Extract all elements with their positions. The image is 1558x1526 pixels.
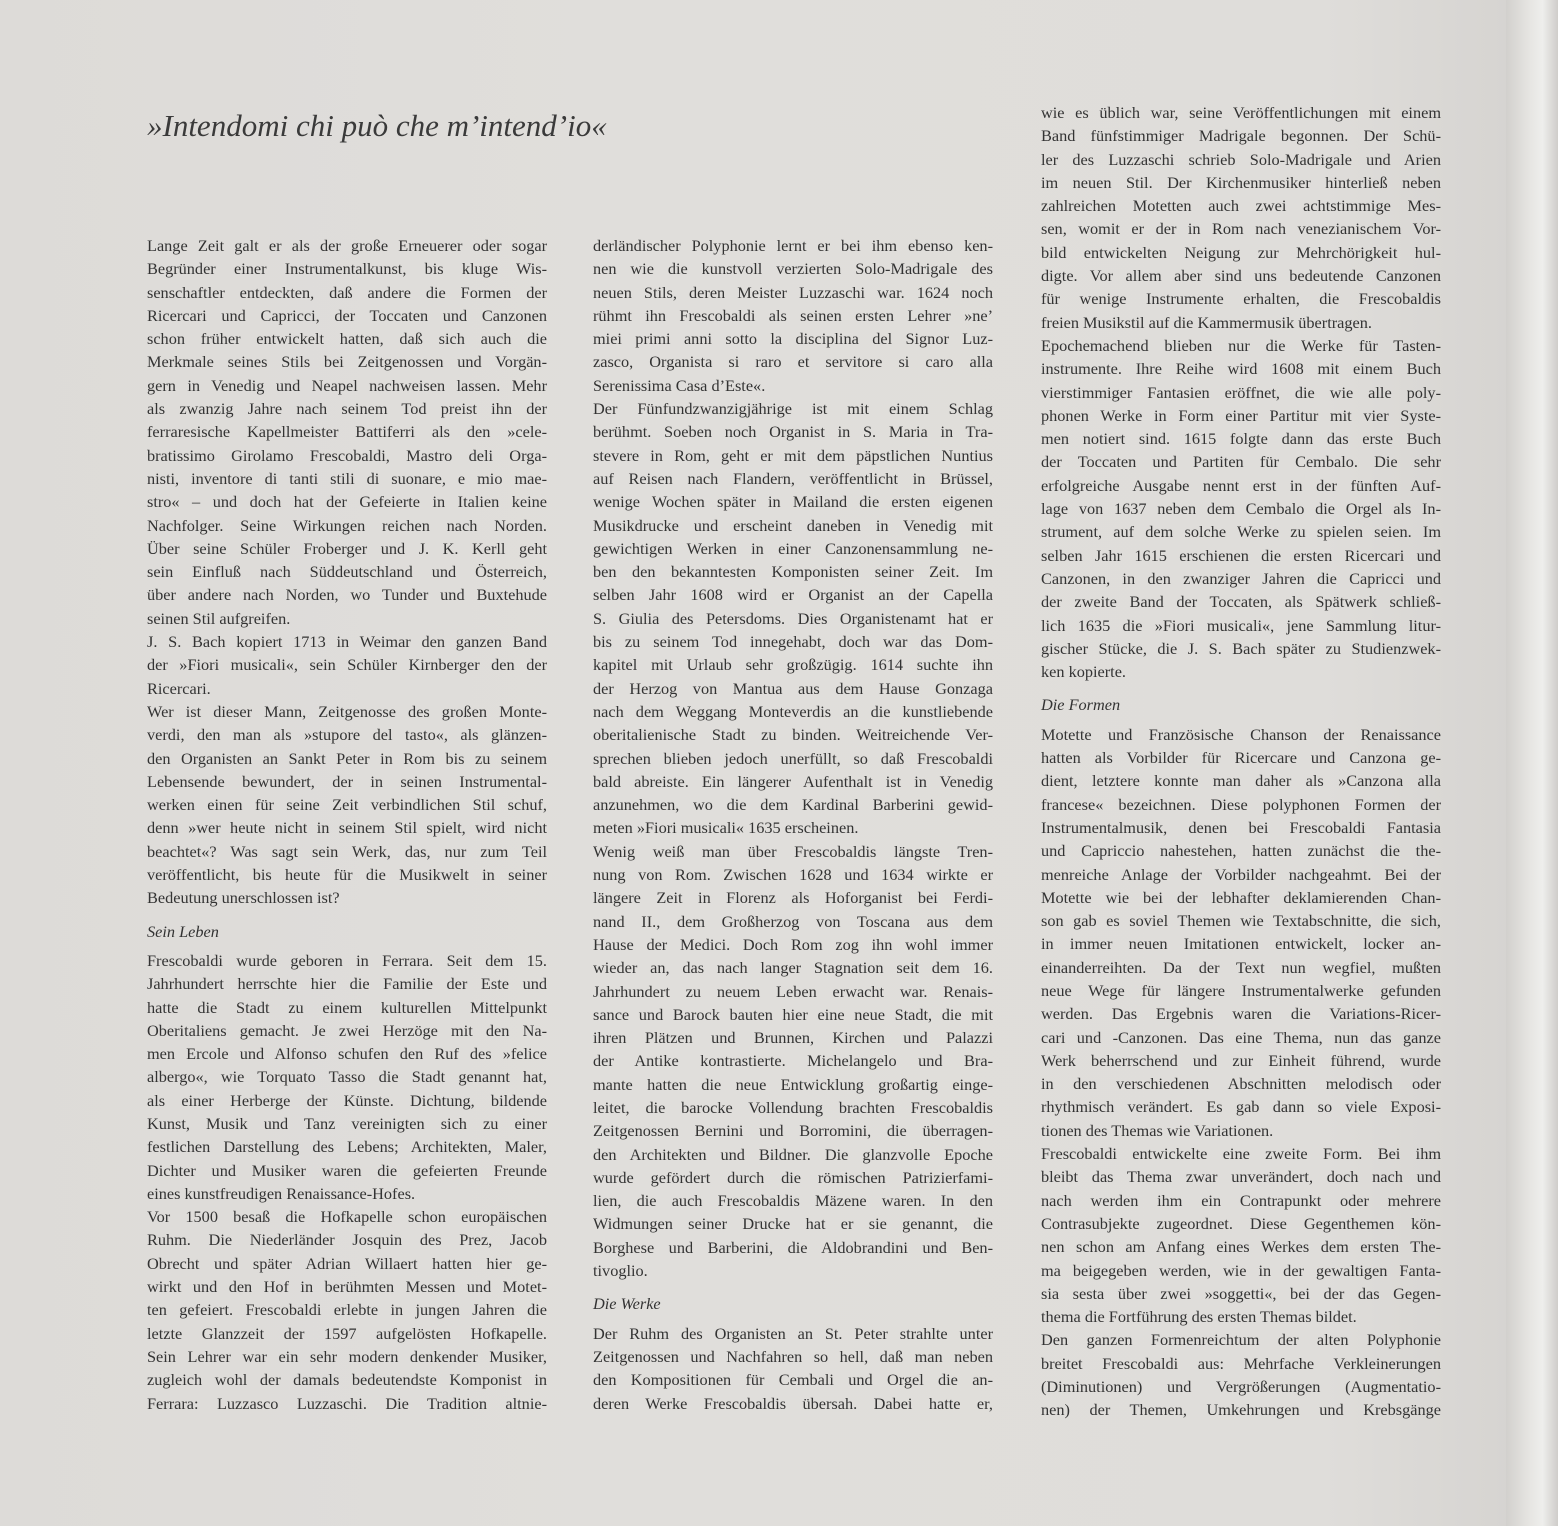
text-line: men Ercole und Alfonso schufen den Ruf des »felice	[147, 1044, 547, 1064]
text-line: Motette und Französische Chanson der Renaissance	[1041, 724, 1441, 744]
text-line: J. S. Bach kopiert 1713 in Weimar den ganzen Band	[147, 632, 547, 652]
text-line: festlichen Darstellung des Lebens; Architekten, Maler,	[147, 1137, 547, 1157]
text-line: bis zu seinem Tod innegehabt, doch war das Dom-	[593, 632, 993, 652]
text-line: stro« – und doch hat der Gefeierte in Italien keine	[147, 492, 547, 512]
text-line: letzte Glanzzeit der 1597 aufgelösten Hofkapelle.	[147, 1323, 547, 1343]
text-line: derländischer Polyphonie lernt er bei ihm ebenso ken-	[593, 236, 993, 255]
text-line: im neuen Stil. Der Kirchenmusiker hinterließ neben	[1041, 172, 1441, 192]
text-line: gewichtigen Werken in einer Canzonensammlung ne-	[593, 538, 993, 558]
paragraph	[147, 1205, 547, 1415]
paragraph	[147, 630, 547, 700]
text-line: der »Fiori musicali«, sein Schüler Kirnberger den der	[147, 655, 547, 675]
text-line: wenige Wochen später in Mailand die ersten eigenen	[593, 492, 993, 512]
text-line: Sein Lehrer war ein sehr modern denkender Musiker,	[147, 1346, 547, 1366]
text-line: Canzonen, in den zwanziger Jahren die Capricci und	[1041, 568, 1441, 588]
section-heading: Sein Leben	[147, 921, 219, 941]
text-line: Zeitgenossen Bernini und Borromini, die überragen-	[593, 1121, 993, 1141]
text-line: den Organisten an Sankt Peter in Rom bis zu seinem	[147, 748, 547, 768]
paragraph	[593, 840, 993, 1283]
text-line: veröffentlicht, bis heute für die Musikwelt in seiner	[147, 865, 547, 885]
paragraph	[593, 234, 993, 397]
text-line: Band fünfstimmiger Madrigale begonnen. Der Schü-	[1041, 126, 1441, 146]
text-line: Frescobaldi wurde geboren in Ferrara. Seit dem 15.	[147, 950, 547, 970]
text-line: instrumente. Ihre Reihe wird 1608 mit einem Buch	[1041, 359, 1441, 379]
text-line: Über seine Schüler Froberger und J. K. Kerll geht	[147, 538, 547, 558]
text-line: dient, letztere konnte man daher als »Canzona alla	[1041, 771, 1441, 791]
text-line: nung von Rom. Zwischen 1628 und 1634 wirkte er	[593, 865, 993, 885]
text-line: für wenige Instrumente erhalten, die Frescobaldis	[1041, 289, 1441, 309]
text-line: albergo«, wie Torquato Tasso die Stadt genannt hat,	[147, 1067, 547, 1087]
text-line: senschaftler entdeckten, daß andere die Formen der	[147, 282, 547, 302]
text-line: eines kunstfreudigen Renaissance-Hofes.	[147, 1183, 416, 1203]
page-edge	[1506, 0, 1558, 1526]
text-line: Instrumentalmusik, denen bei Frescobaldi Fantasia	[1041, 817, 1441, 837]
paragraph	[147, 949, 547, 1205]
text-line: Vor 1500 besaß die Hofkapelle schon europäischen	[147, 1207, 547, 1227]
text-line: digte. Vor allem aber sind uns bedeutende Canzonen	[1041, 266, 1441, 286]
text-line: der zweite Band der Toccaten, als Spätwerk schließ-	[1041, 592, 1441, 612]
text-line: Hause der Medici. Doch Rom zog ihn wohl immer	[593, 934, 993, 954]
text-line: ben den bekanntesten Komponisten seiner Zeit. Im	[593, 562, 993, 582]
text-line: Den ganzen Formenreichtum der alten Polyphonie	[1041, 1330, 1441, 1350]
text-line: sein Einfluß nach Süddeutschland und Österreich,	[147, 562, 547, 582]
text-line: Obrecht und später Adrian Willaert hatten hier ge-	[147, 1253, 547, 1273]
text-line: Kunst, Musik und Tanz vereinigten sich zu einer	[147, 1113, 547, 1133]
text-line: auf Reisen nach Flandern, veröffentlicht in Brüssel,	[593, 468, 993, 488]
text-line: rhythmisch verändert. Es gab dann so viele Exposi-	[1041, 1097, 1441, 1117]
text-line: und Capriccio nahestehen, hatten zunächst die the-	[1041, 841, 1441, 861]
text-line: Jahrhundert zu neuem Leben erwacht war. Renais-	[593, 981, 993, 1001]
text-column-1	[147, 234, 547, 1415]
text-line: denn »wer heute nicht in seinem Stil spielt, wird nicht	[147, 818, 547, 838]
text-line: Serenissima Casa d’Este«.	[593, 375, 766, 395]
text-line: Der Ruhm des Organisten an St. Peter strahlte unter	[593, 1323, 993, 1343]
text-line: als zwanzig Jahre nach seinem Tod preist ihn der	[147, 399, 547, 419]
text-line: schon früher entwickelt hatten, daß sich auch die	[147, 329, 547, 349]
text-line: oberitalienische Stadt zu binden. Weitreichende Ver-	[593, 725, 993, 745]
text-line: in immer neuen Imitationen entwickelt, locker an-	[1041, 934, 1441, 954]
text-line: miei primi anni sotto la disciplina del Signor Luz-	[593, 329, 993, 349]
text-line: über andere nach Norden, wo Tunder und Buxtehude	[147, 585, 547, 605]
text-line: Frescobaldi entwickelte eine zweite Form. Bei ihm	[1041, 1144, 1441, 1164]
text-line: als einer Herberge der Künste. Dichtung, bildende	[147, 1090, 547, 1110]
text-line: erfolgreiche Ausgabe nennt erst in der fünften Auf-	[1041, 475, 1441, 495]
section-heading: Die Werke	[593, 1294, 661, 1314]
paragraph	[1041, 101, 1441, 334]
text-line: selben Jahr 1608 wird er Organist an der Capella	[593, 585, 993, 605]
text-line: men notiert sind. 1615 folgte dann das erste Buch	[1041, 429, 1441, 449]
text-line: Contrasubjekte zugeordnet. Diese Gegenthemen kön-	[1041, 1213, 1441, 1233]
text-line: strument, auf dem solche Werke zu spielen seien. Im	[1041, 522, 1441, 542]
text-line: neuen Stils, deren Meister Luzzaschi war. 1624 noch	[593, 282, 993, 302]
text-line: Musikdrucke und erscheint daneben in Venedig mit	[593, 515, 993, 535]
text-line: nen schon am Anfang eines Werkes dem ersten The-	[1041, 1237, 1441, 1257]
text-line: Werk beherrschend und zur Einheit führend, wurde	[1041, 1050, 1441, 1070]
text-line: bleibt das Thema zwar unverändert, doch nach und	[1041, 1167, 1441, 1187]
text-line: deren Werke Frescobaldis übersah. Dabei hatte er,	[593, 1393, 993, 1413]
paragraph	[1041, 1328, 1441, 1421]
text-line: leitet, die barocke Vollendung brachten Frescobaldis	[593, 1097, 993, 1117]
text-line: zugleich wohl der damals bedeutendste Komponist in	[147, 1370, 547, 1390]
text-line: mante hatten die neue Entwicklung großartig einge-	[593, 1074, 993, 1094]
text-line: ler des Luzzaschi schrieb Solo-Madrigale und Arien	[1041, 149, 1441, 169]
text-line: Dichter und Musiker waren die gefeierten Freunde	[147, 1160, 547, 1180]
text-line: der Antike kontrastierte. Michelangelo und Bra-	[593, 1051, 993, 1071]
text-line: S. Giulia des Petersdoms. Dies Organistenamt hat er	[593, 608, 993, 628]
text-line: Nachfolger. Seine Wirkungen reichen nach Norden.	[147, 515, 547, 535]
text-line: lage von 1637 neben dem Cembalo die Orgel als In-	[1041, 499, 1441, 519]
text-column-2	[593, 234, 993, 1415]
text-line: Wenig weiß man über Frescobaldis längste Tren-	[593, 841, 993, 861]
text-line: anzunehmen, wo die dem Kardinal Barberini gewid-	[593, 795, 993, 815]
text-line: Borghese und Barberini, die Aldobrandini und Ben-	[593, 1237, 993, 1257]
section-heading: Die Formen	[1041, 695, 1121, 715]
text-line: francese« bezeichnen. Diese polyphonen Formen der	[1041, 794, 1441, 814]
text-line: selben Jahr 1615 erschienen die ersten Ricercari und	[1041, 545, 1441, 565]
text-line: Ricercari.	[147, 678, 211, 698]
text-line: ma beigegeben werden, wie in der gewaltigen Fanta-	[1041, 1260, 1441, 1280]
text-line: verdi, den man als »stupore del tasto«, als glänzen-	[147, 725, 547, 745]
text-line: hatte die Stadt zu einem kulturellen Mittelpunkt	[147, 997, 547, 1017]
text-line: wieder an, das nach langer Stagnation seit dem 16.	[593, 958, 993, 978]
text-line: thema die Fortführung des ersten Themas bildet.	[1041, 1307, 1357, 1327]
paragraph	[147, 234, 547, 630]
text-line: ferraresische Kapellmeister Battiferri als den »cele-	[147, 422, 547, 442]
text-line: Wer ist dieser Mann, Zeitgenosse des großen Monte-	[147, 701, 547, 721]
text-line: gischer Stücke, die J. S. Bach später zu Studienzwek-	[1041, 638, 1441, 658]
text-line: nand II., dem Großherzog von Toscana aus dem	[593, 911, 993, 931]
text-line: Lebensende bewundert, der in seinen Instrumental-	[147, 771, 547, 791]
text-line: kapitel mit Urlaub sehr großzügig. 1614 suchte ihn	[593, 655, 993, 675]
text-line: den Kompositionen für Cembali und Orgel die an-	[593, 1370, 993, 1390]
paragraph	[147, 700, 547, 910]
text-line: werden. Das Ergebnis waren die Variations-Ricer-	[1041, 1004, 1441, 1024]
text-line: vierstimmiger Fantasien eröffnet, die wie alle poly-	[1041, 382, 1441, 402]
text-line: (Diminutionen) und Vergrößerungen (Augmentatio-	[1041, 1377, 1441, 1397]
paragraph	[593, 397, 993, 840]
text-line: Bedeutung unerschlossen ist?	[147, 888, 340, 908]
text-line: Ricercari und Capricci, der Toccaten und Canzonen	[147, 305, 547, 325]
text-line: sen, womit er der in Rom nach venezianischem Vor-	[1041, 219, 1441, 239]
text-line: den Architekten und Bildner. Die glanzvolle Epoche	[593, 1144, 993, 1164]
paragraph	[1041, 1142, 1441, 1328]
text-line: wirkt und den Hof in berühmten Messen und Motet-	[147, 1277, 547, 1297]
text-line: einanderreihten. Da der Text nun wegfiel, mußten	[1041, 957, 1441, 977]
text-line: Begründer einer Instrumentalkunst, bis kluge Wis-	[147, 259, 547, 279]
text-line: tionen des Themas wie Variationen.	[1041, 1120, 1274, 1140]
text-line: in den verschiedenen Abschnitten melodisch oder	[1041, 1074, 1441, 1094]
text-line: nen) der Themen, Umkehrungen und Krebsgänge	[1041, 1400, 1441, 1420]
text-line: nen wie die kunstvoll verzierten Solo-Madrigale des	[593, 259, 993, 279]
text-line: bald abreiste. Ein längerer Aufenthalt ist in Venedig	[593, 771, 993, 791]
text-line: Zeitgenossen und Nachfahren so hell, daß man neben	[593, 1346, 993, 1366]
text-line: sprechen blieben jedoch unerfüllt, so daß Frescobaldi	[593, 748, 993, 768]
text-line: Oberitaliens gemacht. Je zwei Herzöge mit den Na-	[147, 1020, 547, 1040]
text-line: berühmt. Soeben noch Organist in S. Maria in Tra-	[593, 422, 993, 442]
text-line: gern in Venedig und Neapel nachweisen lassen. Mehr	[147, 375, 547, 395]
text-line: nach dem Weggang Monteverdis an die kunstliebende	[593, 701, 993, 721]
text-line: nisti, inventore di tanti stili di suonare, e mio mae-	[147, 468, 547, 488]
text-line: stevere in Rom, geht er mit dem päpstlichen Nuntius	[593, 445, 993, 465]
text-line: Lange Zeit galt er als der große Erneuerer oder sogar	[147, 236, 547, 255]
text-line: Jahrhundert herrschte hier die Familie der Este und	[147, 974, 547, 994]
paragraph	[1041, 723, 1441, 1142]
text-line: lich 1635 die »Fiori musicali«, jene Sammlung litur-	[1041, 615, 1441, 635]
text-line: Ruhm. Die Niederländer Josquin des Prez, Jacob	[147, 1230, 547, 1250]
text-line: Merkmale seines Stils bei Zeitgenossen und Vorgän-	[147, 352, 547, 372]
text-line: Widmungen seiner Drucke hat er sie genannt, die	[593, 1214, 993, 1234]
text-line: lien, die auch Frescobaldis Mäzene waren. In den	[593, 1191, 993, 1211]
text-line: Motette wie bei der lebhafter deklamierenden Chan-	[1041, 887, 1441, 907]
text-line: meten »Fiori musicali« 1635 erscheinen.	[593, 818, 859, 838]
text-line: der Toccaten und Partiten für Cembalo. Die sehr	[1041, 452, 1441, 472]
text-line: menreiche Anlage der Vorbilder nachgeahmt. Bei der	[1041, 864, 1441, 884]
text-line: phonen Werke in Form einer Partitur mit vier Syste-	[1041, 405, 1441, 425]
text-line: ihren Plätzen und Brunnen, Kirchen und Palazzi	[593, 1028, 993, 1048]
text-line: neue Wege für längere Instrumentalwerke gefunden	[1041, 980, 1441, 1000]
text-line: bratissimo Girolamo Frescobaldi, Mastro deli Orga-	[147, 445, 547, 465]
text-line: ten gefeiert. Frescobaldi erlebte in jungen Jahren die	[147, 1300, 547, 1320]
text-line: beachtet«? Was sagt sein Werk, das, nur zum Teil	[147, 841, 547, 861]
text-line: wurde gefördert durch die römischen Patrizierfami-	[593, 1167, 993, 1187]
text-line: sia sesta über zwei »soggetti«, bei der das Gegen-	[1041, 1283, 1441, 1303]
text-line: zasco, Organista si raro et servitore si caro alla	[593, 352, 993, 372]
text-line: freien Musikstil auf die Kammermusik übertragen.	[1041, 312, 1372, 332]
text-line: Der Fünfundzwanzigjährige ist mit einem Schlag	[593, 399, 993, 419]
text-line: cari und -Canzonen. Das eine Thema, nun das ganze	[1041, 1027, 1441, 1047]
text-column-3	[1041, 101, 1441, 1422]
page-title: »Intendomi chi può che m’intend’io«	[147, 108, 607, 143]
text-line: nach werden ihm ein Contrapunkt oder mehrere	[1041, 1190, 1441, 1210]
text-line: breitet Frescobaldi aus: Mehrfache Verkleinerungen	[1041, 1353, 1441, 1373]
text-line: hatten als Vorbilder für Ricercare und Canzona ge-	[1041, 748, 1441, 768]
text-line: wie es üblich war, seine Veröffentlichungen mit einem	[1041, 103, 1441, 122]
paragraph	[1041, 334, 1441, 683]
text-line: bild entwickelten Neigung zur Mehrchörigkeit hul-	[1041, 242, 1441, 262]
text-line: seinen Stil aufgreifen.	[147, 608, 291, 628]
text-line: rühmt ihn Frescobaldi als seinen ersten Lehrer »ne’	[593, 305, 993, 325]
text-line: der Herzog von Mantua aus dem Hause Gonzaga	[593, 678, 993, 698]
paragraph	[593, 1322, 993, 1415]
text-line: ken kopierte.	[1041, 662, 1126, 682]
text-line: tivoglio.	[593, 1261, 648, 1281]
text-line: Epochemachend blieben nur die Werke für Tasten-	[1041, 335, 1441, 355]
text-line: längere Zeit in Florenz als Hoforganist bei Ferdi-	[593, 888, 993, 908]
text-line: Ferrara: Luzzasco Luzzaschi. Die Tradition altnie-	[147, 1393, 547, 1413]
text-line: son gab es soviel Themen wie Textabschnitte, die sich,	[1041, 911, 1441, 931]
text-line: werken einen für seine Zeit verbindlichen Stil schuf,	[147, 795, 547, 815]
text-line: zahlreichen Motetten auch zwei achtstimmige Mes-	[1041, 196, 1441, 216]
text-line: sance und Barock bauten hier eine neue Stadt, die mit	[593, 1004, 993, 1024]
